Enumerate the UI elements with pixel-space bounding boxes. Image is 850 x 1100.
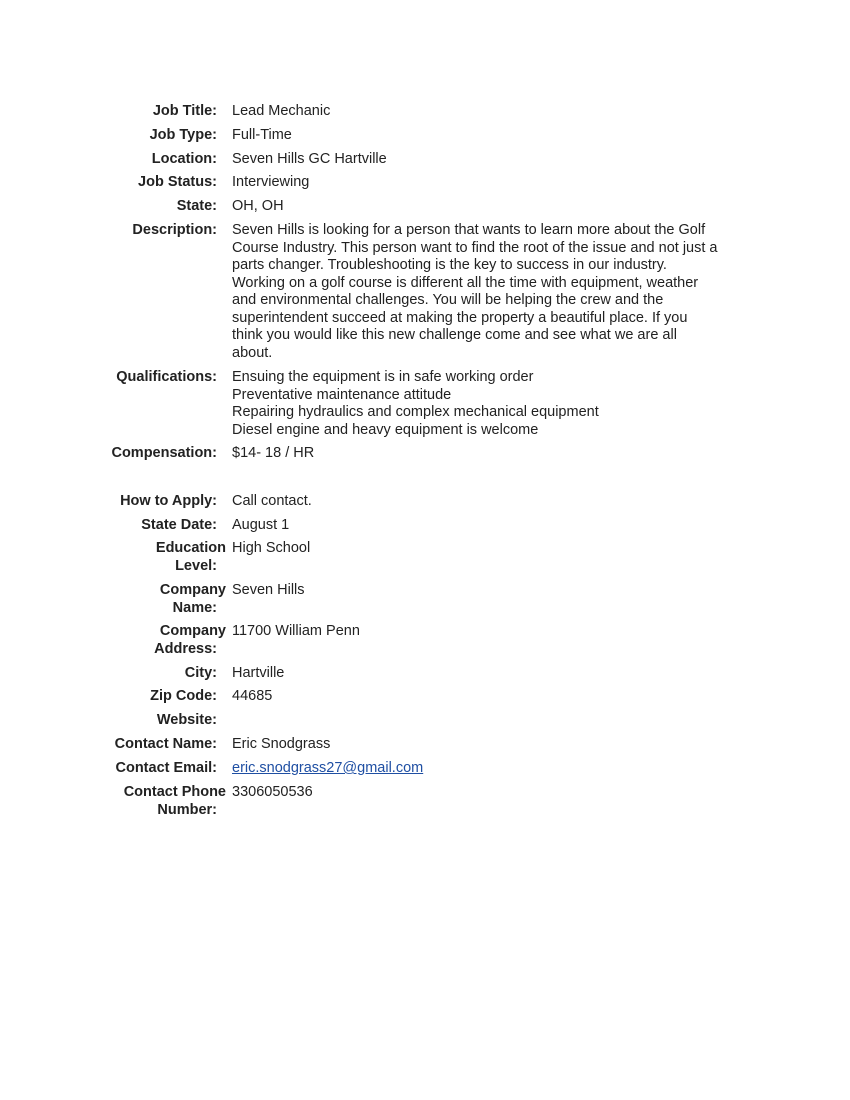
description-line: Working on a golf course is different all the time with equipment, weather (232, 274, 699, 291)
contact-phone-value: 3306050536 (232, 784, 313, 800)
education-level-value: High School (232, 540, 311, 556)
website-label: Website: (156, 712, 217, 728)
description-label: Description: (132, 222, 217, 238)
education-level-label-line2: Level: (175, 557, 217, 574)
company-address-label (96, 623, 226, 658)
location-label: Location: (151, 151, 217, 167)
company-name-value: Seven Hills (232, 582, 305, 598)
education-level-label (96, 540, 226, 575)
job-title-label: Job Title: (152, 103, 217, 119)
zip-code-label: Zip Code: (150, 688, 217, 704)
contact-name-value: Eric Snodgrass (232, 736, 331, 752)
description-value (232, 222, 752, 362)
start-date-value: August 1 (232, 517, 290, 533)
contact-email-label: Contact Email: (115, 760, 217, 776)
contact-phone-label-line2: Number: (157, 801, 217, 818)
qualification-item: Diesel engine and heavy equipment is welcome (232, 421, 539, 438)
qualifications-label: Qualifications: (116, 369, 217, 385)
description-line: Seven Hills is looking for a person that wants to learn more about the Golf (232, 222, 706, 238)
qualifications-value (232, 369, 752, 439)
job-type-label: Job Type: (149, 127, 217, 143)
description-line: and environmental challenges. You will be helping the crew and the (232, 292, 664, 308)
description-line: about. (232, 344, 273, 361)
description-line: parts changer. Troubleshooting is the key to success in our industry. (232, 257, 667, 273)
company-name-label-line2: Name: (172, 599, 217, 616)
job-status-label: Job Status: (138, 174, 217, 190)
compensation-value: $14- 18 / HR (232, 445, 315, 461)
description-line: think you would like this new challenge come and see what we are all (232, 327, 677, 343)
job-status-value: Interviewing (232, 174, 310, 190)
contact-email-value (232, 760, 752, 778)
qualification-item: Preventative maintenance attitude (232, 386, 452, 403)
city-label: City: (184, 665, 217, 681)
qualification-item: Ensuing the equipment is in safe working order (232, 369, 534, 385)
contact-name-label: Contact Name: (114, 736, 217, 752)
company-address-label-line1: Company (159, 623, 226, 639)
education-level-label-line1: Education (155, 540, 226, 556)
contact-phone-label (96, 784, 226, 819)
zip-code-value: 44685 (232, 688, 273, 704)
company-address-value: 11700 William Penn (232, 623, 360, 639)
company-address-label-line2: Address: (154, 640, 217, 657)
how-to-apply-label: How to Apply: (120, 493, 217, 509)
qualification-item: Repairing hydraulics and complex mechanical equipment (232, 404, 599, 420)
state-value: OH, OH (232, 198, 284, 214)
compensation-label: Compensation: (111, 445, 217, 461)
description-line: Course Industry. This person want to find the root of the issue and not just a (232, 239, 718, 256)
contact-email-link[interactable]: eric.snodgrass27@gmail.com (232, 760, 424, 776)
company-name-label (96, 582, 226, 617)
how-to-apply-value: Call contact. (232, 493, 312, 509)
company-name-label-line1: Company (159, 582, 226, 598)
start-date-label: State Date: (141, 517, 217, 533)
state-label: State: (176, 198, 217, 214)
job-title-value: Lead Mechanic (232, 103, 331, 119)
location-value: Seven Hills GC Hartville (232, 151, 387, 167)
city-value: Hartville (232, 665, 285, 681)
description-line: superintendent succeed at making the property a beautiful place. If you (232, 309, 688, 326)
job-type-value: Full-Time (232, 127, 292, 143)
contact-phone-label-line1: Contact Phone (123, 784, 226, 800)
